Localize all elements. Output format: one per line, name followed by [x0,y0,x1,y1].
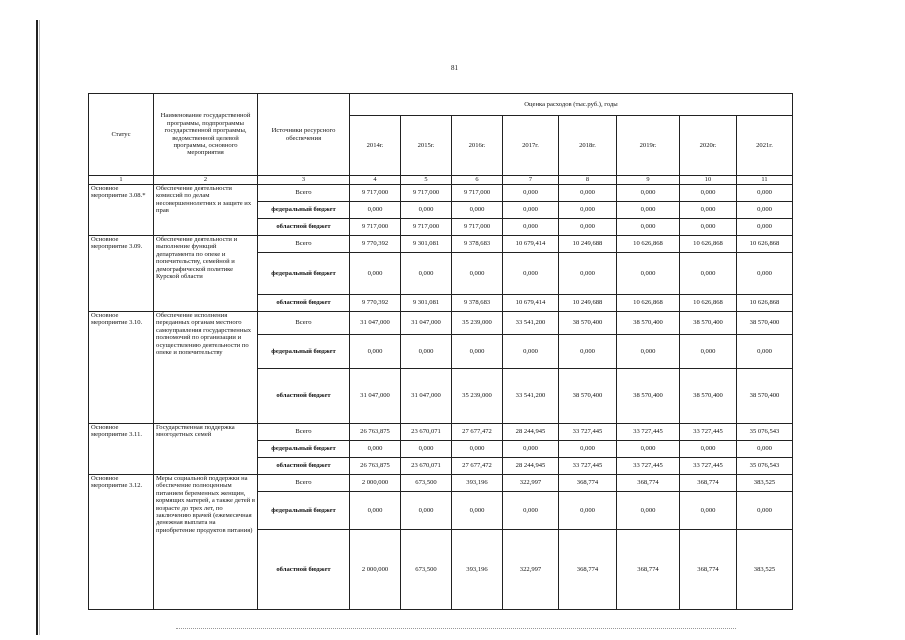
column-number: 10 [680,176,737,185]
header-sources: Источники ресурсного обеспечения [258,94,350,176]
expenditure-table [88,93,793,610]
funding-source: Всего [258,475,350,492]
amount-cell: 393,196 [452,475,503,492]
amount-cell: 10 626,868 [617,236,680,253]
amount-cell: 0,000 [350,441,401,458]
column-number: 3 [258,176,350,185]
table-row [89,185,793,202]
amount-cell: 0,000 [401,253,452,295]
header-row [89,94,793,116]
scan-bottom-dots [176,628,736,629]
funding-source: федеральный бюджет [258,335,350,369]
amount-cell: 31 047,000 [401,369,452,424]
amount-cell: 0,000 [680,441,737,458]
amount-cell: 31 047,000 [401,312,452,335]
amount-cell: 35 239,000 [452,369,503,424]
amount-cell: 23 670,071 [401,458,452,475]
amount-cell: 0,000 [452,492,503,530]
header-year: 2014г. [350,116,401,176]
amount-cell: 10 679,414 [503,295,559,312]
amount-cell: 38 570,400 [617,369,680,424]
amount-cell: 0,000 [503,185,559,202]
amount-cell: 0,000 [617,441,680,458]
table-row [89,236,793,253]
amount-cell: 0,000 [737,335,793,369]
header-estimate: Оценка расходов (тыс.руб.), годы [350,94,793,116]
column-number-row [89,176,793,185]
amount-cell: 9 378,683 [452,236,503,253]
table-row [89,475,793,492]
amount-cell: 0,000 [452,441,503,458]
amount-cell: 368,774 [680,530,737,610]
column-number: 11 [737,176,793,185]
amount-cell: 0,000 [350,202,401,219]
amount-cell: 0,000 [503,335,559,369]
funding-source: федеральный бюджет [258,492,350,530]
amount-cell: 0,000 [401,492,452,530]
amount-cell: 38 570,400 [559,369,617,424]
amount-cell: 10 626,868 [680,236,737,253]
amount-cell: 33 727,445 [680,458,737,475]
funding-source: Всего [258,236,350,253]
amount-cell: 38 570,400 [680,312,737,335]
amount-cell: 35 076,543 [737,424,793,441]
amount-cell: 33 727,445 [559,424,617,441]
amount-cell: 0,000 [737,492,793,530]
funding-source: Всего [258,312,350,335]
amount-cell: 23 670,071 [401,424,452,441]
measure-name: Обеспечение деятельности и выполнение функций департамента по опеке и попечительству, семейной и демографической политике Курской области [154,236,258,312]
amount-cell: 9 770,392 [350,295,401,312]
amount-cell: 0,000 [559,335,617,369]
amount-cell: 0,000 [737,219,793,236]
amount-cell: 27 677,472 [452,458,503,475]
funding-source: областной бюджет [258,295,350,312]
measure-name: Обеспечение исполнения переданных органам местного самоуправления государственных полномочий по организации и осуществлению деятельности по опеке и попечительству [154,312,258,424]
amount-cell: 9 717,000 [401,185,452,202]
amount-cell: 33 727,445 [559,458,617,475]
column-number: 1 [89,176,154,185]
amount-cell: 0,000 [617,185,680,202]
amount-cell: 0,000 [737,202,793,219]
page-number: 81 [451,64,458,72]
funding-source: Всего [258,185,350,202]
funding-source: областной бюджет [258,369,350,424]
amount-cell: 10 249,688 [559,295,617,312]
header-year: 2018г. [559,116,617,176]
measure-status: Основное мероприятие 3.09. [89,236,154,312]
column-number: 7 [503,176,559,185]
amount-cell: 0,000 [617,219,680,236]
header-year: 2017г. [503,116,559,176]
header-year: 2016г. [452,116,503,176]
amount-cell: 9 301,081 [401,295,452,312]
amount-cell: 383,525 [737,530,793,610]
amount-cell: 0,000 [617,202,680,219]
amount-cell: 2 000,000 [350,530,401,610]
funding-source: областной бюджет [258,458,350,475]
column-number: 8 [559,176,617,185]
amount-cell: 383,525 [737,475,793,492]
amount-cell: 38 570,400 [617,312,680,335]
header-year: 2020г. [680,116,737,176]
amount-cell: 10 626,868 [680,295,737,312]
amount-cell: 0,000 [503,492,559,530]
amount-cell: 368,774 [617,530,680,610]
amount-cell: 0,000 [617,492,680,530]
amount-cell: 9 378,683 [452,295,503,312]
measure-status: Основное мероприятие 3.11. [89,424,154,475]
column-number: 9 [617,176,680,185]
amount-cell: 26 763,875 [350,424,401,441]
amount-cell: 322,997 [503,475,559,492]
amount-cell: 0,000 [503,219,559,236]
amount-cell: 0,000 [503,253,559,295]
table-row [89,424,793,441]
amount-cell: 28 244,945 [503,458,559,475]
amount-cell: 31 047,000 [350,312,401,335]
amount-cell: 38 570,400 [737,369,793,424]
amount-cell: 0,000 [452,335,503,369]
amount-cell: 0,000 [680,202,737,219]
amount-cell: 0,000 [350,335,401,369]
funding-source: федеральный бюджет [258,441,350,458]
amount-cell: 0,000 [401,335,452,369]
amount-cell: 0,000 [452,202,503,219]
funding-source: областной бюджет [258,219,350,236]
amount-cell: 10 626,868 [737,236,793,253]
scan-edge-shadow [39,20,40,635]
measure-name: Государственная поддержка многодетных семей [154,424,258,475]
funding-source: федеральный бюджет [258,202,350,219]
column-number: 4 [350,176,401,185]
amount-cell: 322,997 [503,530,559,610]
amount-cell: 28 244,945 [503,424,559,441]
amount-cell: 0,000 [401,441,452,458]
amount-cell: 0,000 [680,492,737,530]
amount-cell: 0,000 [680,219,737,236]
amount-cell: 33 727,445 [680,424,737,441]
amount-cell: 0,000 [680,253,737,295]
amount-cell: 0,000 [617,253,680,295]
amount-cell: 10 626,868 [617,295,680,312]
amount-cell: 368,774 [559,530,617,610]
amount-cell: 9 717,000 [401,219,452,236]
amount-cell: 0,000 [680,335,737,369]
amount-cell: 0,000 [559,202,617,219]
amount-cell: 9 717,000 [452,219,503,236]
amount-cell: 2 000,000 [350,475,401,492]
amount-cell: 0,000 [559,253,617,295]
amount-cell: 0,000 [559,492,617,530]
amount-cell: 0,000 [737,185,793,202]
amount-cell: 0,000 [452,253,503,295]
amount-cell: 0,000 [503,202,559,219]
header-year: 2019г. [617,116,680,176]
amount-cell: 35 239,000 [452,312,503,335]
amount-cell: 673,500 [401,475,452,492]
measure-name: Обеспечение деятельности комиссий по делам несовершеннолетних и защите их прав [154,185,258,236]
amount-cell: 35 076,543 [737,458,793,475]
scan-edge-line [36,20,38,635]
amount-cell: 10 626,868 [737,295,793,312]
amount-cell: 26 763,875 [350,458,401,475]
amount-cell: 33 727,445 [617,458,680,475]
amount-cell: 0,000 [617,335,680,369]
amount-cell: 0,000 [401,202,452,219]
amount-cell: 0,000 [737,441,793,458]
amount-cell: 9 717,000 [452,185,503,202]
header-year: 2021г. [737,116,793,176]
amount-cell: 368,774 [680,475,737,492]
measure-status: Основное мероприятие 3.08.* [89,185,154,236]
column-number: 5 [401,176,452,185]
amount-cell: 368,774 [617,475,680,492]
amount-cell: 10 679,414 [503,236,559,253]
column-number: 2 [154,176,258,185]
header-year: 2015г. [401,116,452,176]
amount-cell: 31 047,000 [350,369,401,424]
amount-cell: 33 727,445 [617,424,680,441]
amount-cell: 0,000 [737,253,793,295]
amount-cell: 0,000 [350,253,401,295]
amount-cell: 0,000 [350,492,401,530]
header-name: Наименование государственной программы, подпрограммы государственной программы, ведомственной целевой программы, основного мероприятия [154,94,258,176]
amount-cell: 0,000 [559,219,617,236]
amount-cell: 38 570,400 [680,369,737,424]
column-number: 6 [452,176,503,185]
funding-source: областной бюджет [258,530,350,610]
amount-cell: 38 570,400 [559,312,617,335]
amount-cell: 10 249,688 [559,236,617,253]
amount-cell: 33 541,200 [503,312,559,335]
funding-source: федеральный бюджет [258,253,350,295]
amount-cell: 33 541,200 [503,369,559,424]
amount-cell: 9 717,000 [350,219,401,236]
amount-cell: 9 770,392 [350,236,401,253]
amount-cell: 673,500 [401,530,452,610]
amount-cell: 27 677,472 [452,424,503,441]
amount-cell: 0,000 [559,441,617,458]
amount-cell: 9 717,000 [350,185,401,202]
measure-name: Меры социальной поддержки на обеспечение полноценным питанием беременных женщин, кормящих матерей, а также детей в возрасте до трех лет, по заключению врачей (ежемесячная денежная выплата на приобретение продуктов питания) [154,475,258,610]
amount-cell: 0,000 [680,185,737,202]
amount-cell: 393,196 [452,530,503,610]
measure-status: Основное мероприятие 3.12. [89,475,154,610]
header-status: Статус [89,94,154,176]
amount-cell: 0,000 [503,441,559,458]
amount-cell: 9 301,081 [401,236,452,253]
funding-source: Всего [258,424,350,441]
amount-cell: 38 570,400 [737,312,793,335]
table-body [89,94,793,610]
amount-cell: 368,774 [559,475,617,492]
table-row [89,312,793,335]
measure-status: Основное мероприятие 3.10. [89,312,154,424]
amount-cell: 0,000 [559,185,617,202]
